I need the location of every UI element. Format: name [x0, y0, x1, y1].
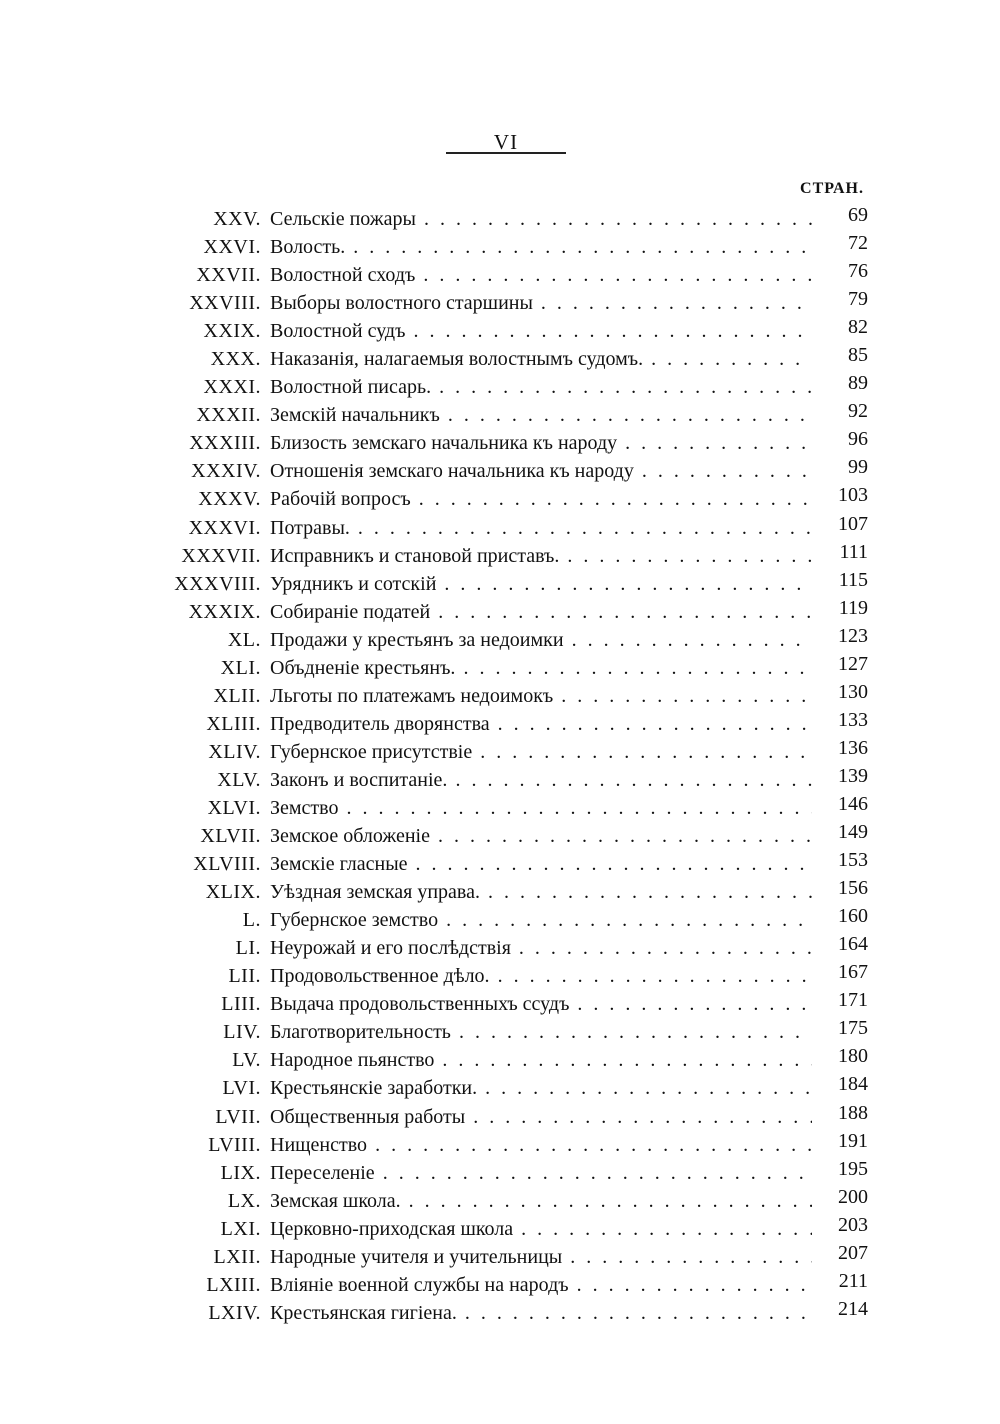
- chapter-title: Нищенство . . .: [270, 1134, 812, 1157]
- table-of-contents: [0, 204, 1000, 1326]
- chapter-title: Законъ и воспитаніе. . . .: [270, 769, 812, 792]
- chapter-page: 164: [838, 933, 868, 956]
- chapter-number: XLV.: [217, 768, 261, 791]
- chapter-page: 203: [838, 1213, 868, 1236]
- chapter-title: Волостной судъ . . .: [270, 320, 812, 343]
- toc-entry: [0, 681, 1000, 709]
- chapter-page: 149: [838, 821, 868, 844]
- toc-entry: [0, 653, 1000, 681]
- chapter-title: Выборы волостного старшины . . .: [270, 292, 812, 315]
- chapter-title: Благотворительность . . .: [270, 1021, 812, 1044]
- chapter-page: 89: [848, 372, 868, 395]
- chapter-page: 191: [838, 1129, 868, 1152]
- chapter-number: XXXIV.: [191, 460, 261, 483]
- chapter-title: Переселеніе . . .: [270, 1162, 812, 1185]
- chapter-number: XLII.: [213, 684, 261, 707]
- toc-entry: [0, 737, 1000, 765]
- chapter-number: XXXII.: [196, 404, 261, 427]
- toc-entry: [0, 1214, 1000, 1242]
- toc-entry: [0, 541, 1000, 569]
- chapter-page: 82: [848, 316, 868, 339]
- chapter-page: 107: [838, 512, 868, 535]
- chapter-number: XLVII.: [200, 825, 261, 848]
- chapter-page: 103: [838, 484, 868, 507]
- toc-entry: [0, 709, 1000, 737]
- chapter-number: XLVI.: [207, 796, 261, 819]
- chapter-title: Собираніе податей . . .: [270, 601, 812, 624]
- chapter-number: XLVIII.: [193, 853, 261, 876]
- toc-entry: [0, 1298, 1000, 1326]
- chapter-number: XXXIX.: [188, 600, 261, 623]
- chapter-title: Продажи у крестьянъ за недоимки . . .: [270, 629, 812, 652]
- chapter-page: 200: [838, 1185, 868, 1208]
- chapter-page: 69: [848, 204, 868, 226]
- chapter-title: Неурожай и его послѣдствія . . .: [270, 937, 812, 960]
- chapter-number: XLI.: [220, 656, 261, 679]
- chapter-number: LX.: [227, 1189, 261, 1212]
- chapter-title: Сельскіе пожары . . .: [270, 208, 812, 231]
- chapter-title: Продовольственное дѣло. . . .: [270, 965, 812, 988]
- chapter-title: Земская школа. . . .: [270, 1190, 812, 1213]
- chapter-title: Губернское земство . . .: [270, 909, 812, 932]
- chapter-title: Общественныя работы . . .: [270, 1106, 812, 1129]
- toc-entry: [0, 344, 1000, 372]
- chapter-number: XXXI.: [203, 376, 261, 399]
- toc-entry: [0, 933, 1000, 961]
- chapter-number: LVI.: [222, 1077, 261, 1100]
- chapter-number: LXI.: [220, 1217, 261, 1240]
- chapter-title: Земскій начальникъ . . .: [270, 404, 812, 427]
- chapter-page: 160: [838, 905, 868, 928]
- chapter-page: 96: [848, 428, 868, 451]
- chapter-page: 115: [838, 568, 868, 591]
- chapter-number: XXIX.: [203, 320, 261, 343]
- chapter-page: 127: [838, 652, 868, 675]
- chapter-number: XXXVII.: [181, 544, 261, 567]
- chapter-title: Объдненіе крестьянъ. . . .: [270, 657, 812, 680]
- chapter-page: 119: [838, 596, 868, 619]
- chapter-title: Народные учителя и учительницы . . .: [270, 1246, 812, 1269]
- header-rule: [446, 152, 566, 154]
- toc-entry: [0, 989, 1000, 1017]
- toc-entry: [0, 1017, 1000, 1045]
- chapter-title: Вліяніе военной службы на народъ . . .: [270, 1274, 812, 1297]
- toc-entry: [0, 484, 1000, 512]
- chapter-title: Народное пьянство . . .: [270, 1049, 812, 1072]
- toc-entry: [0, 260, 1000, 288]
- chapter-title: Крестьянская гигіена. . . .: [270, 1302, 812, 1325]
- chapter-number: XXXV.: [198, 488, 261, 511]
- chapter-number: LXIII.: [206, 1273, 261, 1296]
- chapter-title: Урядникъ и сотскій . . .: [270, 573, 812, 596]
- chapter-page: 167: [838, 961, 868, 984]
- chapter-page: 130: [838, 680, 868, 703]
- toc-entry: [0, 821, 1000, 849]
- chapter-title: Исправникъ и становой приставъ. . . .: [270, 545, 812, 568]
- chapter-title: Предводитель дворянства . . .: [270, 713, 812, 736]
- chapter-page: 214: [838, 1297, 868, 1320]
- toc-entry: [0, 400, 1000, 428]
- chapter-title: Потравы. . . .: [270, 517, 812, 540]
- chapter-page: 180: [838, 1045, 868, 1068]
- chapter-title: Церковно-приходская школа . . .: [270, 1218, 812, 1241]
- chapter-page: 136: [838, 736, 868, 759]
- chapter-page: 188: [838, 1101, 868, 1124]
- chapter-number: XXXIII.: [189, 432, 261, 455]
- toc-entry: [0, 1073, 1000, 1101]
- chapter-page: 139: [838, 764, 868, 787]
- chapter-number: LIII.: [221, 993, 261, 1016]
- toc-entry: [0, 1270, 1000, 1298]
- chapter-number: XXVIII.: [189, 292, 261, 315]
- toc-entry: [0, 1130, 1000, 1158]
- chapter-title: Рабочій вопросъ . . .: [270, 488, 812, 511]
- chapter-title: Выдача продовольственныхъ ссудъ . . .: [270, 993, 812, 1016]
- toc-entry: [0, 456, 1000, 484]
- chapter-page: 79: [848, 288, 868, 311]
- chapter-title: Губернское присутствіе . . .: [270, 741, 812, 764]
- chapter-page: 146: [838, 792, 868, 815]
- chapter-page: 99: [848, 456, 868, 479]
- chapter-number: LIV.: [223, 1021, 261, 1044]
- chapter-page: 171: [838, 989, 868, 1012]
- toc-entry: [0, 905, 1000, 933]
- chapter-page: 175: [838, 1017, 868, 1040]
- chapter-title: Волость. . . .: [270, 236, 812, 259]
- page-number: VI: [493, 130, 519, 154]
- chapter-number: XLIII.: [206, 712, 261, 735]
- toc-entry: [0, 765, 1000, 793]
- chapter-title: Волостной писарь. . . .: [270, 376, 812, 399]
- toc-entry: [0, 597, 1000, 625]
- chapter-number: XLIV.: [208, 740, 261, 763]
- toc-entry: [0, 1102, 1000, 1130]
- page-column-label: СТРАН.: [800, 180, 864, 197]
- chapter-number: LIX.: [220, 1161, 261, 1184]
- chapter-page: 156: [838, 877, 868, 900]
- chapter-page: 153: [838, 849, 868, 872]
- chapter-number: XXV.: [213, 208, 261, 230]
- toc-entry: [0, 877, 1000, 905]
- toc-entry: [0, 569, 1000, 597]
- toc-entry: [0, 849, 1000, 877]
- chapter-number: LV.: [232, 1049, 261, 1072]
- chapter-number: LVII.: [215, 1105, 261, 1128]
- toc-entry: [0, 961, 1000, 989]
- toc-entry: [0, 372, 1000, 400]
- chapter-title: Льготы по платежамъ недоимокъ . . .: [270, 685, 812, 708]
- toc-entry: [0, 316, 1000, 344]
- chapter-number: L.: [242, 909, 261, 932]
- chapter-page: 184: [838, 1073, 868, 1096]
- chapter-title: Отношенія земскаго начальника къ народу . . .: [270, 460, 812, 483]
- chapter-number: LVIII.: [208, 1133, 261, 1156]
- chapter-title: Наказанія, налагаемыя волостнымъ судомъ. . . .: [270, 348, 812, 371]
- chapter-page: 123: [838, 624, 868, 647]
- chapter-page: 85: [848, 344, 868, 367]
- chapter-title: Близость земскаго начальника къ народу . . .: [270, 432, 812, 455]
- chapter-page: 207: [838, 1241, 868, 1264]
- toc-entry: [0, 513, 1000, 541]
- toc-entry: [0, 625, 1000, 653]
- chapter-number: XXX.: [210, 348, 261, 371]
- chapter-number: XXXVI.: [188, 516, 261, 539]
- chapter-number: LI.: [235, 937, 261, 960]
- chapter-page: 133: [838, 708, 868, 731]
- chapter-page: 195: [838, 1157, 868, 1180]
- toc-entry: [0, 232, 1000, 260]
- toc-entry: [0, 1186, 1000, 1214]
- chapter-title: Земское обложеніе . . .: [270, 825, 812, 848]
- chapter-page: 111: [839, 540, 868, 563]
- chapter-number: LII.: [228, 965, 261, 988]
- chapter-number: XXVI.: [203, 236, 261, 259]
- chapter-page: 92: [848, 400, 868, 423]
- chapter-page: 72: [848, 232, 868, 255]
- chapter-title: Крестьянскіе заработки. . . .: [270, 1077, 812, 1100]
- chapter-title: Уѣздная земская управа. . . .: [270, 881, 812, 904]
- chapter-title: Волостной сходъ . . .: [270, 264, 812, 287]
- chapter-number: XL.: [227, 628, 261, 651]
- toc-entry: [0, 793, 1000, 821]
- toc-entry: [0, 1158, 1000, 1186]
- chapter-number: LXIV.: [208, 1301, 261, 1324]
- chapter-number: LXII.: [213, 1245, 261, 1268]
- chapter-title: Земскіе гласные . . .: [270, 853, 812, 876]
- toc-entry: [0, 1045, 1000, 1073]
- toc-entry: [0, 1242, 1000, 1270]
- toc-entry: [0, 428, 1000, 456]
- chapter-number: XLIX.: [205, 881, 261, 904]
- chapter-page: 211: [838, 1269, 868, 1292]
- chapter-number: XXVII.: [196, 264, 261, 287]
- chapter-title: Земство . . .: [270, 797, 812, 820]
- chapter-number: XXXVIII.: [174, 572, 261, 595]
- chapter-page: 76: [848, 260, 868, 283]
- toc-entry: [0, 288, 1000, 316]
- toc-entry: [0, 204, 1000, 232]
